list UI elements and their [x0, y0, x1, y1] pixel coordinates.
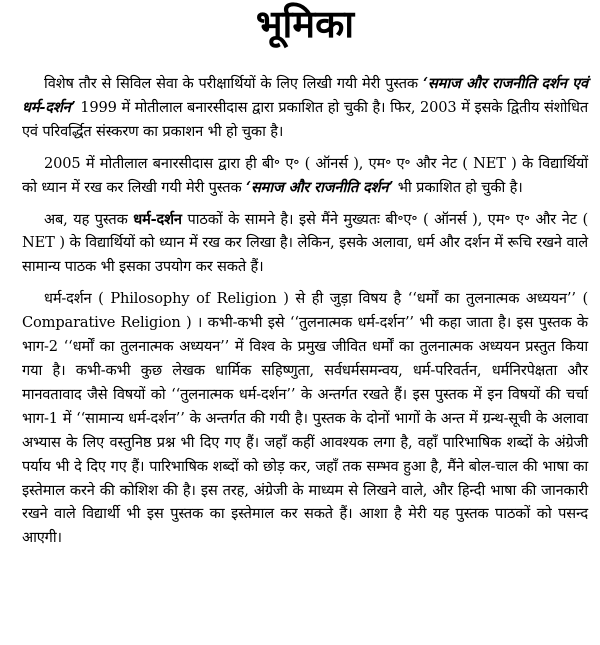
paragraph-3-text-b: पाठकों के सामने है। इसे मैंने मुख्यतः बी॰ए॰ ( ऑनर्स ), एम॰ ए॰ और नेट ( NET ) के विद्यार्थियों को ध्यान में रख कर लिखा है। लेकिन, इसके अलावा, धर्म और दर्शन में रूचि रखने वाले सामान्य पाठक भी इसका उपयोग कर सकते हैं। — [22, 210, 588, 276]
book-page — [0, 2, 600, 645]
paragraph-1-book-title: ‘समाज और राजनीति दर्शन एवं धर्म-दर्शन’ — [22, 75, 588, 116]
paragraph-3 — [22, 208, 588, 280]
paragraph-4: धर्म-दर्शन ( Philosophy of Religion ) से ही जुड़ा विषय है ‘‘धर्मों का तुलनात्मक अध्ययन’’ ( Comparative Religion ) । कभी-कभी इसे ‘‘तुलनात्मक धर्म-दर्शन’’ भी कहा जाता है। इस पुस्तक के भाग-2 ‘‘धर्मों का तुलनात्मक अध्ययन’’ में विश्व के प्रमुख जीवित धर्मों का तुलनात्मक अध्ययन प्रस्तुत किया गया है। कभी-कभी कुछ लेखक धार्मिक सहिष्णुता, सर्वधर्मसमन्वय, धर्म-परिवर्तन, धर्मनिरपेक्षता और मानवतावाद जैसे विषयों को ‘‘तुलनात्मक धर्म-दर्शन’’ के अन्तर्गत रखते हैं। इस पुस्तक में इन विषयों की चर्चा भाग-1 में ‘‘सामान्य धर्म-दर्शन’’ के अन्तर्गत की गयी है। पुस्तक के दोनों भागों के अन्त में ग्रन्थ-सूची के अलावा अभ्यास के लिए वस्तुनिष्ठ प्रश्न भी दिए गए हैं। जहाँ कहीं आवश्यक लगा है, वहाँ पारिभाषिक शब्दों के अंग्रेजी पर्याय भी दे दिए गए हैं। पारिभाषिक शब्दों को छोड़ कर, जहाँ तक सम्भव हुआ है, मैंने बोल-चाल की भाषा का इस्तेमाल करने की कोशिश की है। इस तरह, अंग्रेजी के माध्यम से लिखने वाले, और हिन्दी भाषा की जानकारी रखने वाले विद्यार्थी भी इस पुस्तक का इस्तेमाल कर सकते हैं। आशा है मेरी यह पुस्तक पाठकों को पसन्द आएगी। — [22, 290, 588, 547]
paragraph-1 — [22, 72, 588, 144]
paragraph-1-text-a: विशेष तौर से सिविल सेवा के परीक्षार्थियों के लिए लिखी गयी मेरी पुस्तक — [44, 75, 423, 92]
paragraph-2-text-b: भी प्रकाशित हो चुकी है। — [393, 178, 523, 196]
paragraph-2-book-title: ‘समाज और राजनीति दर्शन’ — [246, 178, 394, 196]
paragraph-2 — [22, 152, 588, 200]
paragraph-3-book-title: धर्म-दर्शन — [133, 210, 182, 228]
paragraph-3-text-a: अब, यह पुस्तक — [44, 210, 134, 228]
paragraph-1-text-b: 1999 में मोतीलाल बनारसीदास द्वारा प्रकाशित हो चुकी है। फिर, 2003 में इसके द्वितीय संशोधित एवं परिवर्द्धित संस्करण का प्रकाशन भी हो चुका है। — [22, 98, 588, 140]
paragraph-2-text-a: 2005 में मोतीलाल बनारसीदास द्वारा ही बी॰ ए॰ ( ऑनर्स ), एम॰ ए॰ और नेट ( NET ) के विद्यार्थियों को ध्यान में रख कर लिखी गयी मेरी पुस्तक — [22, 154, 588, 196]
page-title: भूमिका — [255, 2, 355, 46]
